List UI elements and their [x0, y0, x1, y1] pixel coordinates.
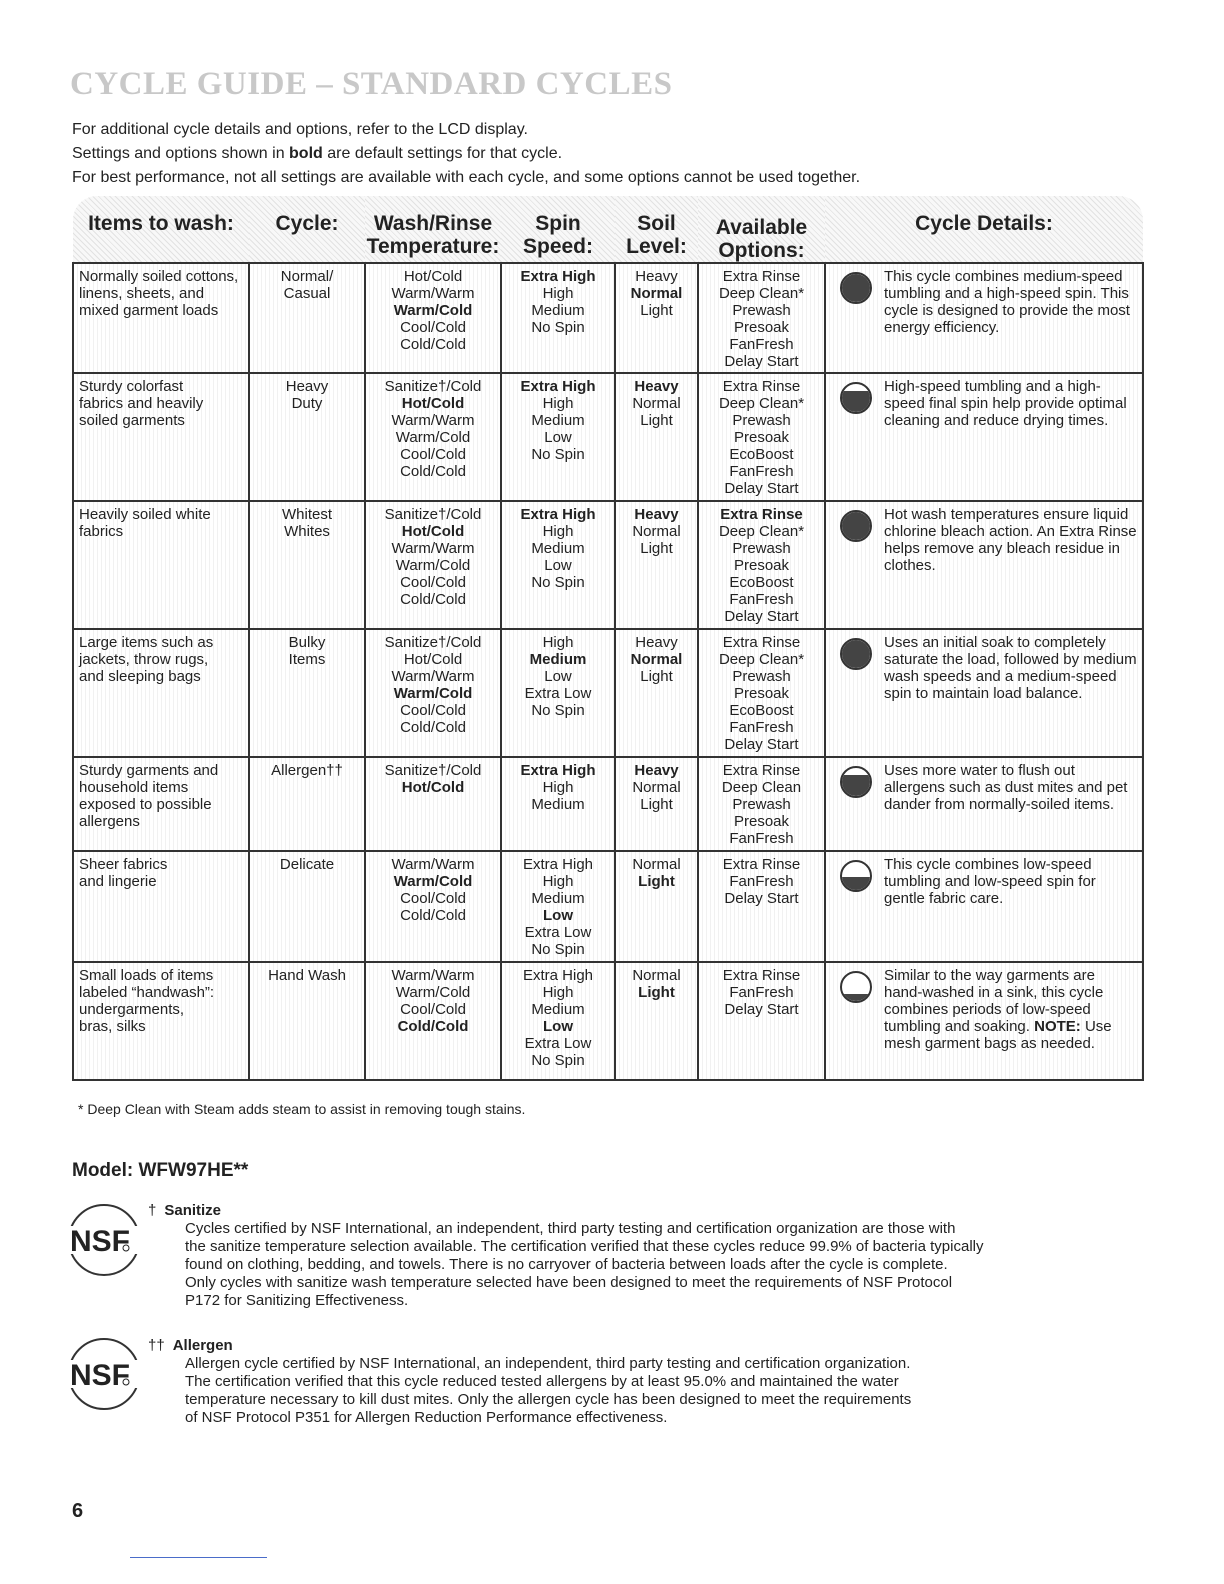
temp-value: Cool/Cold [400, 574, 466, 591]
soil-value: Normal [630, 651, 683, 668]
spin-value: Medium [531, 1001, 585, 1018]
cell-spin [501, 263, 615, 373]
spin-value: Extra Low [524, 685, 592, 702]
options-value: Extra Rinse [722, 856, 801, 873]
soil-value: Light [640, 796, 673, 813]
cell-soil [615, 851, 698, 962]
options-value: Prewash [732, 668, 791, 685]
options-value: Delay Start [724, 608, 799, 625]
cell-soil [615, 373, 698, 501]
soil-value: Normal [632, 779, 681, 796]
spin-value: High [542, 779, 574, 796]
spin-value: No Spin [531, 941, 585, 958]
cell-temp [365, 851, 501, 962]
temp-value: Cool/Cold [400, 702, 466, 719]
items-value: bras, silks [79, 1018, 146, 1035]
spin-value: High [542, 395, 574, 412]
spin-value: No Spin [531, 702, 585, 719]
options-value: EcoBoost [729, 702, 794, 719]
spin-value: Low [544, 557, 572, 574]
page-title: CYCLE GUIDE – STANDARD CYCLES [70, 66, 673, 102]
items-value: Sturdy colorfast [79, 378, 184, 395]
spin-value: Extra High [520, 378, 596, 395]
spin-value: Extra High [522, 967, 594, 984]
items-value: jackets, throw rugs, [79, 651, 209, 668]
options-value: Delay Start [724, 1001, 799, 1018]
table-header-row [73, 196, 1143, 263]
cell-cycle [249, 629, 365, 757]
spin-value: Low [543, 1018, 573, 1035]
options-value: Delay Start [724, 736, 799, 753]
options-value: Extra Rinse [722, 268, 801, 285]
soil-value: Light [640, 412, 673, 429]
temp-value: Warm/Warm [391, 856, 475, 873]
cell-temp [365, 501, 501, 629]
options-value: Prewash [732, 540, 791, 557]
table-row [73, 757, 1143, 851]
cell-spin [501, 373, 615, 501]
spin-value: Extra Low [524, 924, 592, 941]
soil-value: Light [638, 873, 675, 890]
options-value: Presoak [733, 685, 790, 702]
cycle-details-text: Hot wash temperatures ensure liquid chlorine bleach action. An Extra Rinse helps remove any bleach residue in clothes. [884, 506, 1137, 574]
cell-spin [501, 962, 615, 1080]
spin-value: Extra High [522, 856, 594, 873]
cell-temp [365, 629, 501, 757]
spin-value: High [542, 523, 574, 540]
options-value: FanFresh [729, 591, 794, 608]
temp-value: Hot/Cold [403, 651, 463, 668]
cell-cycle [249, 962, 365, 1080]
temp-value: Warm/Cold [393, 685, 473, 702]
temp-value: Cold/Cold [397, 1018, 469, 1035]
cycle-guide-table [72, 196, 1144, 1081]
table-row [73, 629, 1143, 757]
spin-value: Medium [531, 302, 585, 319]
items-value: fabrics and heavily [79, 395, 204, 412]
options-value: Prewash [732, 796, 791, 813]
soil-value: Light [638, 984, 675, 1001]
spin-value: High [542, 285, 574, 302]
header-options: Available Options: [698, 196, 825, 263]
temp-value: Sanitize†/Cold [384, 762, 482, 779]
temp-value: Warm/Warm [391, 285, 475, 302]
options-value: Deep Clean* [718, 395, 805, 412]
temp-value: Hot/Cold [401, 395, 465, 412]
speed-level-icon [840, 382, 872, 414]
cell-soil [615, 629, 698, 757]
soil-value: Heavy [634, 378, 679, 395]
items-value: soiled garments [79, 412, 185, 429]
nsf-logo-icon [64, 1200, 144, 1280]
options-value: Presoak [733, 557, 790, 574]
options-value: Prewash [732, 412, 791, 429]
cell-soil [615, 263, 698, 373]
nsf-logo [64, 1200, 144, 1280]
options-value: EcoBoost [729, 574, 794, 591]
temp-value: Sanitize†/Cold [384, 634, 482, 651]
cell-details [825, 851, 1143, 962]
soil-value: Normal [632, 523, 681, 540]
cell-options [698, 757, 825, 851]
items-value: linens, sheets, and [79, 285, 205, 302]
table-body [73, 263, 1143, 1080]
options-value: FanFresh [729, 873, 794, 890]
soil-value: Normal [632, 395, 681, 412]
spin-value: Extra High [520, 268, 596, 285]
footnote: * Deep Clean with Steam adds steam to assist in removing tough stains. [78, 1101, 526, 1117]
cycle-details-text: High-speed tumbling and a high-speed final spin help provide optimal cleaning and reduce drying times. [884, 378, 1127, 429]
cycle-details-text: Similar to the way garments are hand-washed in a sink, this cycle combines periods of low-speed tumbling and soaking. NOTE: Use mesh garment bags as needed. [884, 967, 1112, 1052]
temp-value: Cold/Cold [400, 463, 466, 480]
cycle-value: Casual [283, 285, 331, 302]
cell-items [73, 263, 249, 373]
note-title-sanitize: † Sanitize [148, 1202, 222, 1219]
cell-cycle [249, 851, 365, 962]
cell-temp [365, 962, 501, 1080]
options-value: Extra Rinse [720, 506, 803, 523]
options-value: Delay Start [724, 890, 799, 907]
spin-value: Medium [531, 796, 585, 813]
items-value: Small loads of items [79, 967, 214, 984]
cycle-details-text: This cycle combines low-speed tumbling and low-speed spin for gentle fabric care. [884, 856, 1096, 907]
temp-value: Warm/Cold [393, 873, 473, 890]
cell-cycle [249, 757, 365, 851]
soil-value: Light [640, 540, 673, 557]
cell-items [73, 851, 249, 962]
svg-text:NSF: NSF [70, 1359, 130, 1392]
cell-items [73, 629, 249, 757]
options-value: Presoak [733, 429, 790, 446]
cycle-details-text: Uses more water to flush out allergens such as dust mites and pet dander from normally-soiled items. [884, 762, 1128, 813]
temp-value: Cool/Cold [400, 446, 466, 463]
options-value: EcoBoost [729, 446, 794, 463]
options-value: Delay Start [724, 480, 799, 497]
note-body-allergen: Allergen cycle certified by NSF International, an independent, third party testing and certification organization. The certification verified that this cycle reduced tested allergens by at least 95.0% and maintained the water temperature necessary to kill dust mites. Only the allergen cycle has been designed to meet the requirements of NSF Protocol P351 for Allergen Reduction Performance effectiveness. [185, 1355, 912, 1426]
model-label: Model: WFW97HE** [72, 1160, 249, 1181]
cell-details [825, 629, 1143, 757]
cell-spin [501, 501, 615, 629]
cell-details [825, 501, 1143, 629]
cell-options [698, 501, 825, 629]
temp-value: Cool/Cold [400, 319, 466, 336]
speed-level-icon [840, 272, 872, 304]
speed-level-icon [840, 860, 872, 892]
spin-value: No Spin [531, 574, 585, 591]
items-value: Sheer fabrics [79, 856, 168, 873]
spin-value: Extra High [520, 506, 596, 523]
note-body-sanitize: Cycles certified by NSF International, an independent, third party testing and certification organization are those with the sanitize temperature selection available. The certification verified that these cycles reduce 99.9% of bacteria typically found on clothing, bedding, and towels. There is no carryover of bacteria between loads after the cycle is complete. Only cycles with sanitize wash temperature selected have been designed to meet the requirements of NSF Protocol P172 for Sanitizing Effectiveness. [185, 1220, 984, 1309]
items-value: Normally soiled cottons, [79, 268, 239, 285]
svg-text:NSF: NSF [70, 1225, 130, 1258]
soil-value: Light [640, 302, 673, 319]
cycle-value: Heavy [285, 378, 329, 395]
spin-value: High [542, 873, 574, 890]
cell-soil [615, 962, 698, 1080]
options-value: Deep Clean* [718, 651, 805, 668]
temp-value: Hot/Cold [403, 268, 463, 285]
temp-value: Warm/Cold [395, 557, 471, 574]
cell-details [825, 962, 1143, 1080]
cycle-value: Hand Wash [268, 967, 346, 984]
table-row [73, 501, 1143, 629]
cell-details [825, 263, 1143, 373]
items-value: undergarments, [79, 1001, 185, 1018]
cell-items [73, 962, 249, 1080]
options-value: Extra Rinse [722, 762, 801, 779]
header-soil: Soil Level: [615, 196, 698, 263]
soil-value: Normal [632, 856, 681, 873]
temp-value: Warm/Warm [391, 412, 475, 429]
options-value: FanFresh [729, 463, 794, 480]
items-value: mixed garment loads [79, 302, 219, 319]
spin-value: Extra Low [524, 1035, 592, 1052]
spin-value: Extra High [520, 762, 596, 779]
cell-cycle [249, 373, 365, 501]
items-value: household items [79, 779, 189, 796]
cell-options [698, 629, 825, 757]
spin-value: No Spin [531, 319, 585, 336]
intro-line: Settings and options shown in bold are default settings for that cycle. [72, 145, 563, 162]
cell-options [698, 263, 825, 373]
options-value: FanFresh [729, 984, 794, 1001]
table-row [73, 962, 1143, 1080]
spin-value: Medium [531, 890, 585, 907]
options-value: Extra Rinse [722, 967, 801, 984]
options-value: Prewash [732, 302, 791, 319]
cell-temp [365, 263, 501, 373]
cycle-value: Normal/ [280, 268, 334, 285]
header-spin: Spin Speed: [501, 196, 615, 263]
cycle-value: Duty [291, 395, 323, 412]
items-value: fabrics [79, 523, 124, 540]
cell-items [73, 757, 249, 851]
spin-value: Medium [531, 412, 585, 429]
spin-value: Low [544, 429, 572, 446]
items-value: and lingerie [79, 873, 157, 890]
options-value: FanFresh [729, 830, 794, 847]
speed-level-icon [840, 971, 872, 1003]
bottom-rule [130, 1557, 267, 1558]
spin-value: Medium [529, 651, 587, 668]
spin-value: High [542, 984, 574, 1001]
temp-value: Warm/Cold [393, 302, 473, 319]
cell-cycle [249, 263, 365, 373]
temp-value: Cold/Cold [400, 591, 466, 608]
speed-level-icon [840, 510, 872, 542]
cell-details [825, 757, 1143, 851]
options-value: Extra Rinse [722, 378, 801, 395]
soil-value: Heavy [635, 268, 678, 285]
table-row [73, 373, 1143, 501]
temp-value: Warm/Warm [391, 668, 475, 685]
header-items: Items to wash: [73, 196, 249, 263]
temp-value: Warm/Warm [391, 967, 475, 984]
options-value: Deep Clean* [718, 523, 805, 540]
options-value: Delay Start [724, 353, 799, 370]
cell-spin [501, 629, 615, 757]
options-value: FanFresh [729, 719, 794, 736]
options-value: Extra Rinse [722, 634, 801, 651]
items-value: allergens [79, 813, 140, 830]
soil-value: Light [640, 668, 673, 685]
spin-value: No Spin [531, 446, 585, 463]
cycle-value: Whites [284, 523, 330, 540]
soil-value: Normal [632, 967, 681, 984]
temp-value: Cold/Cold [400, 719, 466, 736]
soil-value: Heavy [634, 762, 679, 779]
cell-soil [615, 501, 698, 629]
spin-value: Low [544, 668, 572, 685]
temp-value: Sanitize†/Cold [384, 378, 482, 395]
soil-value: Heavy [634, 506, 679, 523]
temp-value: Cool/Cold [400, 890, 466, 907]
cycle-details-text: Uses an initial soak to completely saturate the load, followed by medium wash speeds and a medium-speed spin to maintain load balance. [884, 634, 1137, 702]
items-value: and sleeping bags [79, 668, 201, 685]
temp-value: Sanitize†/Cold [384, 506, 482, 523]
options-value: Presoak [733, 319, 790, 336]
temp-value: Warm/Warm [391, 540, 475, 557]
spin-value: No Spin [531, 1052, 585, 1069]
intro-line: For best performance, not all settings are available with each cycle, and some options cannot be used together. [72, 169, 861, 186]
cell-options [698, 851, 825, 962]
temp-value: Warm/Cold [395, 984, 471, 1001]
spin-value: Low [543, 907, 573, 924]
temp-value: Cold/Cold [400, 336, 466, 353]
cycle-details-text: This cycle combines medium-speed tumbling and a high-speed spin. This cycle is designed to provide the most energy efficiency. [884, 268, 1130, 336]
options-value: Deep Clean* [718, 285, 805, 302]
temp-value: Cool/Cold [400, 1001, 466, 1018]
cell-spin [501, 757, 615, 851]
cell-temp [365, 373, 501, 501]
spin-value: Medium [531, 540, 585, 557]
temp-value: Cold/Cold [400, 907, 466, 924]
items-value: exposed to possible [79, 796, 212, 813]
nsf-logo [64, 1334, 144, 1414]
cell-details [825, 373, 1143, 501]
cycle-value: Whitest [281, 506, 332, 523]
cycle-value: Allergen†† [271, 762, 343, 779]
items-value: Sturdy garments and [79, 762, 219, 779]
soil-value: Normal [630, 285, 683, 302]
header-temperature: Wash/Rinse Temperature: [365, 196, 501, 263]
cell-items [73, 501, 249, 629]
speed-level-icon [840, 766, 872, 798]
cell-options [698, 373, 825, 501]
cell-options [698, 962, 825, 1080]
cell-soil [615, 757, 698, 851]
table-row [73, 851, 1143, 962]
options-value: Deep Clean [721, 779, 802, 796]
table-row [73, 263, 1143, 373]
cell-temp [365, 757, 501, 851]
temp-value: Hot/Cold [401, 779, 465, 796]
cell-spin [501, 851, 615, 962]
soil-value: Heavy [635, 634, 678, 651]
header-details: Cycle Details: [825, 196, 1143, 263]
intro-line: For additional cycle details and options, refer to the LCD display. [72, 121, 528, 138]
intro-text [72, 118, 860, 190]
spin-value: High [542, 634, 574, 651]
options-value: FanFresh [729, 336, 794, 353]
temp-value: Hot/Cold [401, 523, 465, 540]
nsf-logo-icon [64, 1334, 144, 1414]
cell-items [73, 373, 249, 501]
cycle-value: Bulky [288, 634, 326, 651]
cycle-value: Delicate [279, 856, 335, 873]
options-value: Presoak [733, 813, 790, 830]
page-number: 6 [72, 1500, 84, 1522]
items-value: Large items such as [79, 634, 214, 651]
items-value: labeled “handwash”: [79, 984, 215, 1001]
note-title-allergen: †† Allergen [148, 1337, 233, 1354]
cell-cycle [249, 501, 365, 629]
speed-level-icon [840, 638, 872, 670]
temp-value: Warm/Cold [395, 429, 471, 446]
header-cycle: Cycle: [249, 196, 365, 263]
cycle-value: Items [288, 651, 326, 668]
items-value: Heavily soiled white [79, 506, 211, 523]
